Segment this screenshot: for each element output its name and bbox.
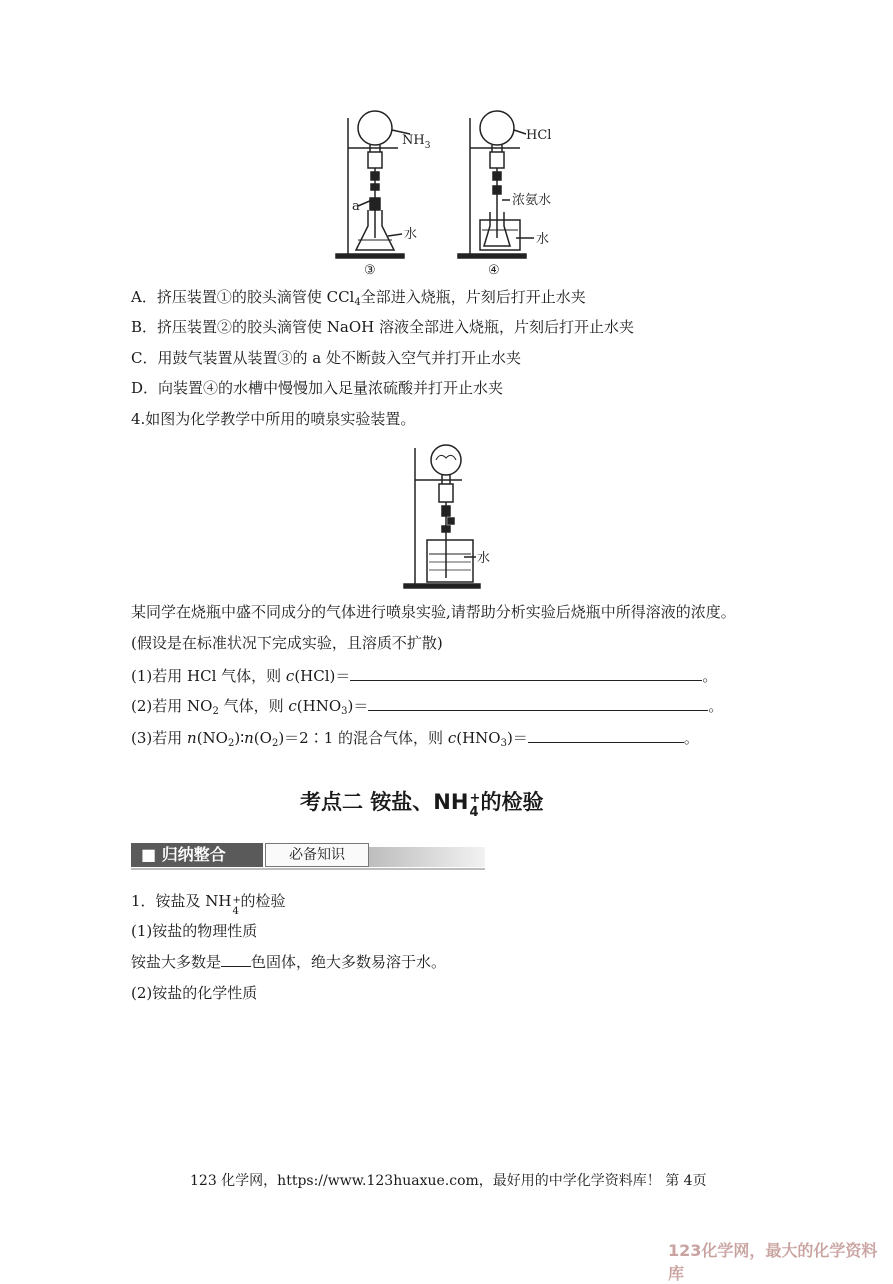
content-item-1: 1．铵盐及 NH + 4 的检验 — [131, 892, 286, 917]
question-4-sub-3: (3)若用 $n(NO_2)∶n(O_2)=2∶1$ 的混合气体，则 $c(HNO_3)=$ 。 — [131, 729, 699, 749]
apparatus-figure-3-4 — [330, 108, 570, 278]
apparatus-4-gas-label: HCl — [526, 128, 552, 143]
site-watermark: 123化学网，最大的化学资料库 — [668, 1241, 878, 1283]
apparatus-3 — [336, 111, 410, 258]
apparatus-3-port-label: a — [352, 199, 360, 214]
page-footer: 123 化学网，https://www.123huaxue.com，最好用的中学化学资料库！ 第 4页 — [190, 1173, 707, 1189]
fountain-water-label: 水 — [477, 551, 491, 566]
section-banner — [131, 843, 485, 870]
section-title: 考点二 铵盐、NH + 4 的检验 — [300, 790, 544, 820]
banner-summary-label: ■ 归纳整合 — [131, 843, 263, 867]
answer-blank-2[interactable] — [368, 696, 708, 711]
answer-blank-4[interactable] — [221, 952, 251, 967]
answer-blank-1[interactable] — [350, 666, 702, 681]
apparatus-4-caption: ④ — [488, 263, 500, 278]
answer-blank-3[interactable] — [528, 728, 684, 743]
apparatus-4-dropper-label: 浓氨水 — [512, 193, 552, 208]
question-4-sub-2: (2)若用 $NO_2$ 气体，则 $c(HNO_3)=$ 。 — [131, 697, 724, 717]
option-a: A．挤压装置①的胶头滴管使 CCl$_4$全部进入烧瓶，片刻后打开止水夹 — [131, 288, 586, 308]
apparatus-4 — [458, 111, 534, 258]
content-p3: (2)铵盐的化学性质 — [131, 984, 258, 1002]
question-4-sub-1: (1)若用 HCl 气体，则 c(HCl)＝ 。 — [131, 667, 718, 685]
option-b: B．挤压装置②的胶头滴管使 NaOH 溶液全部进入烧瓶，片刻后打开止水夹 — [131, 318, 635, 336]
fountain-apparatus-figure — [400, 444, 510, 594]
question-4-stem: 4.如图为化学教学中所用的喷泉实验装置。 — [131, 410, 416, 428]
apparatus-4-water-label: 水 — [536, 232, 550, 247]
apparatus-3-caption: ③ — [364, 263, 376, 278]
apparatus-3-gas-label: $NH_3$ — [402, 133, 431, 151]
content-p1: (1)铵盐的物理性质 — [131, 922, 258, 940]
banner-knowledge-label: 必备知识 — [265, 843, 369, 867]
question-4-body: 某同学在烧瓶中盛不同成分的气体进行喷泉实验,请帮助分析实验后烧瓶中所得溶液的浓度。 — [131, 603, 736, 621]
option-d: D．向装置④的水槽中慢慢加入足量浓硫酸并打开止水夹 — [131, 379, 504, 397]
apparatus-3-water-label: 水 — [404, 227, 418, 242]
content-p2: 铵盐大多数是 色固体，绝大多数易溶于水。 — [131, 953, 447, 971]
option-c: C．用鼓气装置从装置③的 a 处不断鼓入空气并打开止水夹 — [131, 349, 521, 367]
question-4-assumption: (假设是在标准状况下完成实验，且溶质不扩散) — [131, 634, 443, 652]
